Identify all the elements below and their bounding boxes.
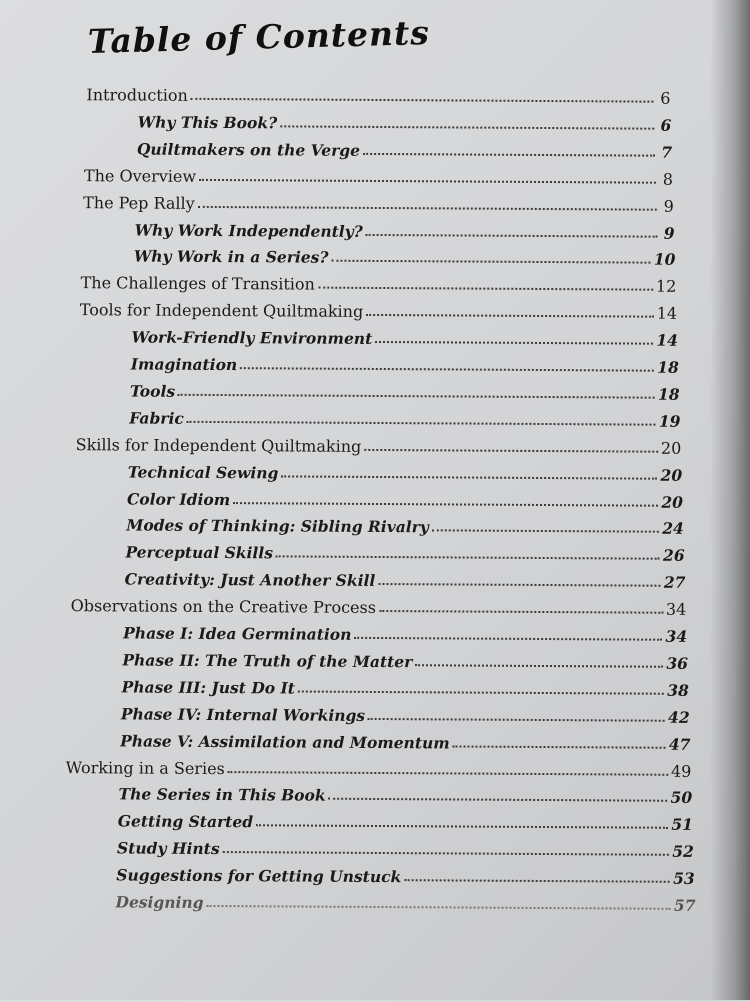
toc-entry-title: Why Work Independently? [134, 219, 363, 241]
toc-entry-title: Introduction [86, 85, 188, 105]
toc-page-number: 50 [670, 788, 693, 808]
toc-entry-title: The Pep Rally [83, 192, 195, 213]
toc-chapter-row [76, 430, 682, 458]
toc-section-row [131, 349, 679, 376]
dot-leader [354, 637, 662, 641]
toc-page-number: 34 [665, 599, 687, 619]
dot-leader [364, 449, 658, 453]
dot-leader [432, 530, 659, 533]
dot-leader [298, 690, 664, 694]
toc-page-number: 52 [672, 841, 694, 862]
toc-page-number: 34 [665, 626, 688, 646]
toc-section-row [122, 645, 688, 672]
dot-leader [318, 287, 653, 291]
toc-entry-title: Why This Book? [137, 112, 278, 133]
dot-leader [240, 367, 654, 372]
toc-section-row [135, 215, 675, 242]
toc-entry-title: Technical Sewing [127, 462, 279, 482]
dot-leader [366, 314, 654, 318]
toc-page-number: 14 [656, 303, 678, 323]
toc-page-number: 47 [668, 734, 691, 754]
toc-section-row [118, 807, 693, 835]
toc-entry-title: Imagination [130, 354, 238, 375]
toc-entry-title: Phase III: Just Do It [121, 677, 296, 698]
toc-chapter-row [81, 268, 677, 296]
toc-page-number: 14 [656, 330, 679, 350]
dot-leader [276, 556, 660, 560]
toc-entry-title: Suggestions for Getting Unstuck [116, 865, 402, 887]
toc-section-row [138, 107, 672, 134]
toc-entry-title: Work-Friendly Environment [131, 327, 373, 349]
toc-page-number: 10 [653, 250, 676, 270]
dot-leader [404, 879, 670, 883]
dot-leader [379, 610, 663, 614]
toc-section-row [116, 860, 695, 888]
toc-section-row [126, 511, 684, 538]
toc-page-number: 12 [655, 276, 677, 297]
toc-section-row [132, 323, 679, 350]
toc-entry-title: Observations on the Creative Process [70, 596, 377, 618]
toc-section-row [117, 834, 694, 862]
dot-leader [199, 179, 656, 184]
toc-chapter-row [83, 188, 674, 216]
toc-section-row [121, 699, 690, 726]
dot-leader [329, 798, 668, 802]
toc-page-number: 49 [670, 761, 692, 781]
toc-page-number: 6 [660, 88, 671, 108]
toc-entry-title: The Series in This Book [118, 784, 326, 806]
dot-leader [368, 718, 665, 722]
dot-leader [378, 583, 661, 587]
toc-section-row [127, 484, 683, 511]
dot-leader [366, 233, 658, 237]
dot-leader [207, 905, 671, 910]
toc-page-number: 18 [657, 357, 679, 377]
toc-entry-title: Tools for Independent Quiltmaking [79, 300, 364, 322]
toc-page-number: 38 [667, 680, 689, 700]
toc-entry-title: Perceptual Skills [125, 542, 274, 563]
toc-entry-title: Skills for Independent Quiltmaking [75, 434, 362, 456]
dot-leader [178, 394, 655, 399]
dot-leader [281, 475, 657, 479]
toc-entry-title: Why Work in a Series? [133, 246, 329, 268]
toc-section-row [134, 242, 676, 269]
toc-entry-title: Quiltmakers on the Verge [136, 139, 361, 160]
toc-section-row [130, 376, 680, 403]
dot-leader [453, 745, 666, 748]
toc-page-number: 36 [666, 653, 689, 673]
toc-page-number: 9 [663, 223, 675, 243]
toc-entry-title: Fabric [129, 408, 184, 428]
toc-page-number: 9 [663, 196, 674, 216]
toc-page-number: 27 [663, 572, 686, 593]
dot-leader [233, 502, 658, 507]
dot-leader [415, 664, 663, 668]
toc-page-number: 42 [668, 707, 690, 727]
dot-leader [223, 851, 670, 856]
toc-page-number: 6 [660, 115, 672, 135]
toc-section-row [125, 565, 686, 592]
toc-section-row [137, 134, 672, 161]
toc-chapter-row [80, 295, 677, 323]
dot-leader [363, 153, 655, 157]
toc-entry-title: Phase II: The Truth of the Matter [122, 650, 413, 672]
toc-page-number: 51 [671, 815, 694, 835]
toc-page-number: 20 [661, 492, 684, 512]
toc-entry-title: Phase IV: Internal Workings [120, 704, 366, 725]
toc-entry-title: Modes of Thinking: Sibling Rivalry [126, 515, 429, 537]
toc-entry-title: Study Hints [116, 838, 220, 859]
toc-chapter-row [86, 80, 670, 108]
toc-section-row [120, 726, 691, 753]
toc-entry-title: Working in a Series [65, 757, 225, 778]
toc-page-number: 26 [663, 546, 685, 566]
dot-leader [256, 825, 668, 830]
toc-section-row [122, 672, 689, 699]
page-title: Table of Contents [87, 13, 431, 61]
toc-section-row [119, 780, 693, 808]
toc-entry-title: Phase I: Idea Germination [123, 623, 352, 644]
toc-section-row [123, 618, 687, 645]
toc-page-number: 53 [673, 868, 695, 889]
toc-entry-title: Getting Started [117, 811, 254, 832]
toc-page-number: 57 [673, 895, 696, 915]
toc-page-number: 8 [662, 169, 674, 189]
toc-entry-title: Phase V: Assimilation and Momentum [120, 731, 450, 753]
dot-leader [191, 98, 654, 103]
toc-section-row [115, 887, 695, 915]
toc-page-number: 20 [660, 465, 683, 485]
toc-page-number: 20 [660, 438, 682, 458]
toc-entry-title: Designing [115, 892, 204, 912]
toc-entry-title: Tools [129, 381, 176, 401]
toc-entry-title: Creativity: Just Another Skill [124, 569, 376, 591]
toc-section-row [129, 403, 680, 430]
toc-chapter-row [66, 753, 692, 781]
toc-page-number: 18 [658, 384, 680, 404]
dot-leader [280, 125, 654, 129]
dot-leader [375, 341, 653, 345]
dot-leader [228, 771, 668, 776]
dot-leader [187, 421, 656, 426]
toc-entry-title: The Overview [83, 165, 197, 186]
toc-page-number: 7 [661, 142, 673, 162]
toc-page-number: 19 [658, 411, 681, 431]
toc-chapter-row [84, 161, 673, 189]
toc-entry-title: The Challenges of Transition [80, 273, 315, 294]
toc-entry-title: Color Idiom [126, 488, 231, 509]
toc-section-row [125, 538, 684, 565]
dot-leader [198, 205, 657, 210]
toc-page-number: 24 [662, 519, 684, 539]
toc-chapter-row [71, 591, 687, 619]
toc-section-row [128, 457, 683, 484]
dot-leader [331, 260, 650, 264]
